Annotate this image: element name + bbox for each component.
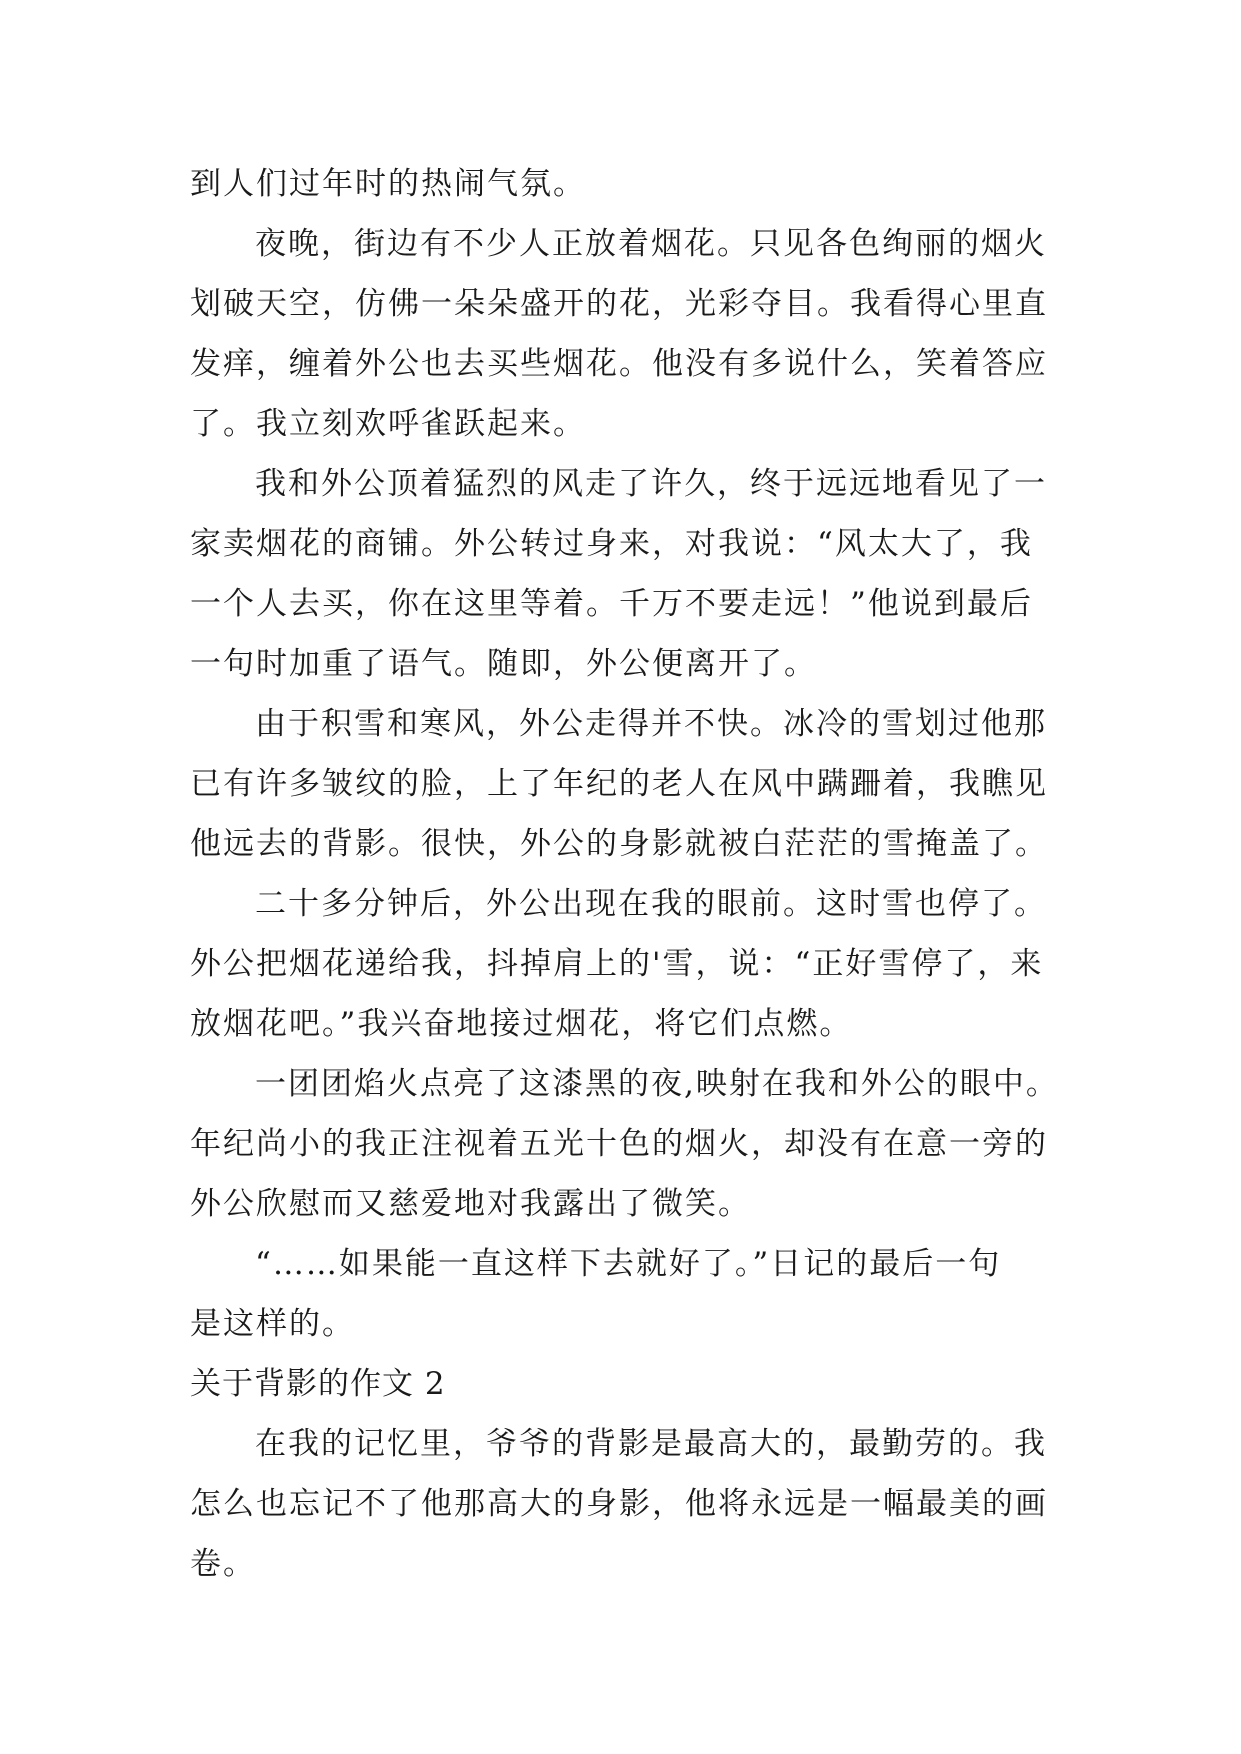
text-line: 已有许多皱纹的脸，上了年纪的老人在风中蹒跚着，我瞧见 [190, 766, 1048, 802]
text-line: 一句时加重了语气。随即，外公便离开了。 [190, 646, 817, 682]
text-line: 二十多分钟后，外公出现在我的眼前。这时雪也停了。 [255, 886, 1047, 922]
text-line: 年纪尚小的我正注视着五光十色的烟火，却没有在意一旁的 [190, 1126, 1048, 1162]
text-line: 一团团焰火点亮了这漆黑的夜,映射在我和外公的眼中。 [255, 1066, 1059, 1102]
text-line: 是这样的。 [190, 1306, 355, 1342]
text-line: 划破天空，仿佛一朵朵盛开的花，光彩夺目。我看得心里直 [190, 286, 1048, 322]
text-line: 一个人去买，你在这里等着。千万不要走远！”他说到最后 [190, 586, 1033, 622]
text-line: 怎么也忘记不了他那高大的身影，他将永远是一幅最美的画 [190, 1486, 1048, 1522]
text-line: 在我的记忆里，爷爷的背影是最高大的，最勤劳的。我 [255, 1426, 1047, 1462]
text-line: 外公欣慰而又慈爱地对我露出了微笑。 [190, 1186, 751, 1222]
text-line: 外公把烟花递给我，抖掉肩上的'雪，说：“正好雪停了，来 [190, 946, 1044, 982]
text-line: 放烟花吧。”我兴奋地接过烟花，将它们点燃。 [190, 1006, 853, 1042]
section-heading: 关于背影的作文 2 [190, 1366, 446, 1402]
text-line: 发痒，缠着外公也去买些烟花。他没有多说什么，笑着答应 [190, 346, 1048, 382]
text-line: 卷。 [190, 1546, 256, 1582]
text-line: 他远去的背影。很快，外公的身影就被白茫茫的雪掩盖了。 [190, 826, 1048, 862]
text-line: 夜晚，街边有不少人正放着烟花。只见各色绚丽的烟火 [255, 226, 1047, 262]
text-line: 到人们过年时的热闹气氛。 [190, 166, 586, 202]
text-line: “……如果能一直这样下去就好了。”日记的最后一句 [255, 1246, 1002, 1282]
text-line: 由于积雪和寒风，外公走得并不快。冰冷的雪划过他那 [255, 706, 1047, 742]
text-line: 家卖烟花的商铺。外公转过身来，对我说：“风太大了，我 [190, 526, 1033, 562]
text-line: 了。我立刻欢呼雀跃起来。 [190, 406, 586, 442]
text-line: 我和外公顶着猛烈的风走了许久，终于远远地看见了一 [255, 466, 1047, 502]
